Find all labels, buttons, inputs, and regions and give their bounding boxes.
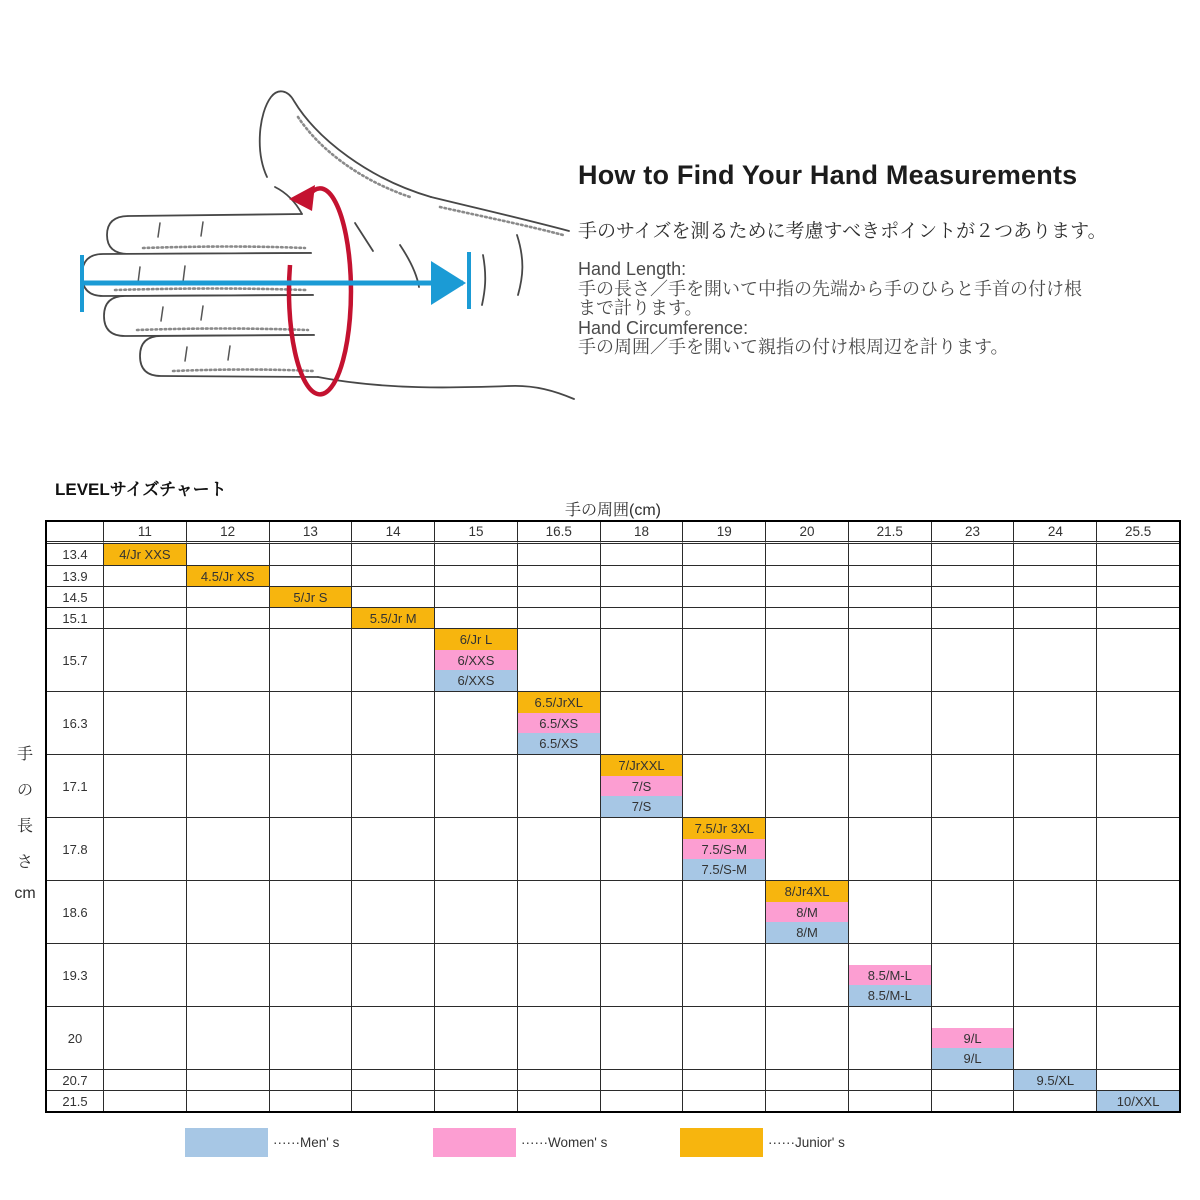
table-cell <box>682 586 765 607</box>
size-cell-men: 10/XXL <box>1097 1091 1179 1111</box>
table-cell <box>600 1006 683 1069</box>
row-header: 15.1 <box>47 607 103 628</box>
table-cell <box>269 943 352 1006</box>
table-cell <box>103 880 186 943</box>
size-cell-stack <box>766 881 848 943</box>
row-header: 18.6 <box>47 880 103 943</box>
table-cell <box>103 817 186 880</box>
table-cell <box>765 817 848 880</box>
size-cell-men: 6.5/XS <box>518 733 600 754</box>
table-cell <box>682 607 765 628</box>
table-cell <box>848 1090 931 1111</box>
table-cell <box>682 628 765 691</box>
row-header: 14.5 <box>47 586 103 607</box>
table-cell <box>600 817 683 880</box>
table-cell <box>517 565 600 586</box>
row-header: 13.4 <box>62 547 88 562</box>
size-cell-women: 6/XXS <box>435 650 517 671</box>
size-cell-men: 8.5/M-L <box>849 985 931 1006</box>
table-cell <box>103 565 186 586</box>
size-cell-stack <box>683 818 765 880</box>
measure-instructions <box>578 260 1158 358</box>
table-cell <box>103 586 186 607</box>
hand-length-label: Hand Length: <box>578 259 687 279</box>
size-cell-junior: 8/Jr4XL <box>766 881 848 902</box>
row-header: 20 <box>47 1006 103 1069</box>
y-axis-char: の <box>16 782 33 799</box>
row-header: 17.1 <box>47 754 103 817</box>
table-cell <box>517 607 600 628</box>
intro-text: 手のサイズを測るために考慮すべきポイントが２つあります。 <box>578 221 1107 242</box>
size-cell-women: 8/M <box>766 902 848 923</box>
table-cell <box>517 628 600 691</box>
table-cell <box>765 586 848 607</box>
table-cell <box>1013 691 1096 754</box>
table-cell <box>517 754 600 817</box>
table-cell <box>600 880 683 943</box>
table-cell <box>600 544 683 565</box>
table-cell <box>269 1006 352 1069</box>
y-axis-label <box>6 741 44 903</box>
table-cell <box>1013 607 1096 628</box>
table-cell <box>517 691 600 754</box>
size-cell-junior: 5/Jr S <box>270 587 352 607</box>
col-header: 11 <box>103 522 186 544</box>
table-cell <box>517 544 600 565</box>
col-header: 16.5 <box>517 522 600 544</box>
table-cell <box>848 1006 931 1069</box>
table-cell <box>434 1006 517 1069</box>
table-cell <box>1013 880 1096 943</box>
table-cell <box>682 1006 765 1069</box>
y-axis-char: さ <box>16 854 33 871</box>
table-cell <box>186 544 269 565</box>
table-cell <box>517 943 600 1006</box>
table-cell <box>269 544 352 565</box>
row-header: 16.3 <box>47 691 103 754</box>
table-cell <box>931 565 1014 586</box>
col-header: 12 <box>186 522 269 544</box>
table-cell <box>931 586 1014 607</box>
table-cell <box>848 565 931 586</box>
size-cell-junior: 5.5/Jr M <box>352 608 434 628</box>
table-cell <box>682 565 765 586</box>
table-cell <box>434 1069 517 1090</box>
size-cell-junior: 6.5/JrXL <box>518 692 600 713</box>
table-cell <box>269 586 352 607</box>
size-cell-women: 7.5/S-M <box>683 839 765 860</box>
size-cell-stack <box>849 944 931 1006</box>
size-cell-men: 9.5/XL <box>1014 1070 1096 1090</box>
table-cell <box>848 586 931 607</box>
table-cell <box>1096 880 1179 943</box>
table-cell <box>103 754 186 817</box>
table-cell <box>186 880 269 943</box>
table-cell <box>434 607 517 628</box>
hand-measurement-illustration <box>55 55 575 445</box>
legend-label: ······Men' s <box>273 1135 340 1150</box>
table-cell <box>434 628 517 691</box>
table-cell <box>600 628 683 691</box>
table-cell <box>1013 628 1096 691</box>
table-cell <box>1013 1090 1096 1111</box>
table-cell <box>765 1069 848 1090</box>
table-cell <box>931 1069 1014 1090</box>
size-cell-stack <box>1097 1091 1179 1111</box>
size-cell-stack <box>104 544 186 565</box>
size-cell-empty <box>932 1007 1014 1028</box>
table-cell <box>434 943 517 1006</box>
table-cell <box>1013 544 1096 565</box>
table-cell <box>351 880 434 943</box>
table-cell <box>434 544 517 565</box>
size-cell-stack <box>932 1007 1014 1069</box>
table-cell <box>931 754 1014 817</box>
table-cell <box>186 565 269 586</box>
table-cell <box>931 544 1014 565</box>
table-cell <box>682 817 765 880</box>
legend-item-junior <box>680 1128 845 1157</box>
table-cell <box>931 691 1014 754</box>
table-cell <box>682 691 765 754</box>
table-cell <box>517 1069 600 1090</box>
table-cell <box>1013 586 1096 607</box>
row-header: 17.8 <box>47 817 103 880</box>
row-header: 19.3 <box>47 943 103 1006</box>
table-cell <box>765 544 848 565</box>
table-cell <box>186 1069 269 1090</box>
table-cell <box>1096 817 1179 880</box>
page-title: How to Find Your Hand Measurements <box>578 160 1078 190</box>
col-header: 14 <box>351 522 434 544</box>
table-cell <box>434 754 517 817</box>
table-cell <box>517 880 600 943</box>
legend <box>0 1128 1200 1160</box>
table-cell <box>186 943 269 1006</box>
table-cell <box>103 607 186 628</box>
legend-label: ······Women' s <box>521 1135 608 1150</box>
table-cell <box>765 943 848 1006</box>
table-cell <box>765 880 848 943</box>
row-header: 20.7 <box>47 1069 103 1090</box>
col-header: 19 <box>682 522 765 544</box>
table-cell <box>351 691 434 754</box>
row-header: 21.5 <box>47 1090 103 1111</box>
table-cell <box>848 628 931 691</box>
table-cell <box>351 754 434 817</box>
table-cell <box>1096 943 1179 1006</box>
table-cell <box>848 607 931 628</box>
size-cell-men: 7/S <box>601 796 683 817</box>
table-cell <box>765 565 848 586</box>
legend-swatch-junior <box>680 1128 763 1157</box>
table-cell <box>1096 565 1179 586</box>
table-cell <box>351 817 434 880</box>
legend-swatch-women <box>433 1128 516 1157</box>
table-cell <box>269 565 352 586</box>
table-cell <box>682 1090 765 1111</box>
size-cell-stack <box>187 566 269 586</box>
table-cell <box>848 943 931 1006</box>
table-cell <box>351 628 434 691</box>
table-cell <box>765 1090 848 1111</box>
size-cell-empty <box>849 944 931 965</box>
table-cell <box>103 943 186 1006</box>
y-axis-char: 手 <box>16 746 33 763</box>
table-cell <box>682 880 765 943</box>
instructions-block <box>578 160 1158 358</box>
legend-item-women <box>433 1128 607 1157</box>
table-cell <box>351 1069 434 1090</box>
table-cell <box>1096 1069 1179 1090</box>
table-cell <box>351 1090 434 1111</box>
table-cell <box>434 817 517 880</box>
table-cell <box>351 607 434 628</box>
table-cell <box>434 1090 517 1111</box>
table-cell <box>1096 607 1179 628</box>
table-cell <box>186 754 269 817</box>
hand-circumference-label: Hand Circumference: <box>578 317 749 338</box>
size-cell-stack <box>518 692 600 754</box>
table-cell <box>848 817 931 880</box>
x-axis-label: 手の周囲(cm) <box>565 502 661 519</box>
col-header: 18 <box>600 522 683 544</box>
table-cell <box>269 607 352 628</box>
table-cell <box>682 754 765 817</box>
size-cell-stack <box>1014 1070 1096 1090</box>
table-cell <box>186 586 269 607</box>
size-chart-table <box>45 520 1181 1113</box>
table-cell <box>351 943 434 1006</box>
table-cell <box>931 880 1014 943</box>
table-cell <box>1096 1090 1179 1111</box>
table-cell <box>931 607 1014 628</box>
table-cell <box>765 691 848 754</box>
size-cell-women: 9/L <box>932 1028 1014 1049</box>
hand-outline <box>82 91 574 399</box>
table-cell <box>351 544 434 565</box>
col-header: 24 <box>1013 522 1096 544</box>
table-cell <box>269 817 352 880</box>
legend-item-men <box>185 1128 339 1157</box>
table-cell <box>848 544 931 565</box>
table-cell <box>434 586 517 607</box>
table-cell <box>434 691 517 754</box>
table-cell <box>848 754 931 817</box>
size-cell-men: 7.5/S-M <box>683 859 765 880</box>
size-cell-men: 6/XXS <box>435 670 517 691</box>
size-cell-junior: 4/Jr XXS <box>104 544 186 565</box>
hand-length-line2: まで計ります。 <box>578 298 703 318</box>
table-cell <box>1013 943 1096 1006</box>
table-cell <box>103 691 186 754</box>
col-header: 13 <box>269 522 352 544</box>
table-cell <box>517 1006 600 1069</box>
table-cell <box>269 1090 352 1111</box>
row-header: 13.9 <box>47 565 103 586</box>
table-cell <box>1096 628 1179 691</box>
table-cell <box>1096 754 1179 817</box>
table-cell <box>351 1006 434 1069</box>
col-header: 21.5 <box>848 522 931 544</box>
table-cell <box>848 1069 931 1090</box>
table-cell <box>186 691 269 754</box>
table-corner-cell <box>47 522 103 544</box>
table-cell <box>186 1090 269 1111</box>
table-cell <box>1013 817 1096 880</box>
table-cell <box>600 1069 683 1090</box>
col-header: 20 <box>765 522 848 544</box>
chart-title: LEVELサイズチャート <box>55 480 227 499</box>
table-cell <box>434 565 517 586</box>
table-cell <box>269 1069 352 1090</box>
table-cell <box>1013 1069 1096 1090</box>
table-cell <box>1096 544 1179 565</box>
table-cell <box>765 607 848 628</box>
table-cell <box>269 880 352 943</box>
size-cell-women: 7/S <box>601 776 683 797</box>
table-cell <box>186 817 269 880</box>
legend-label: ······Junior' s <box>768 1135 845 1150</box>
size-cell-stack <box>435 629 517 691</box>
table-cell <box>682 1069 765 1090</box>
table-cell <box>269 628 352 691</box>
table-cell <box>186 628 269 691</box>
size-cell-junior: 6/Jr L <box>435 629 517 650</box>
hand-length-line1: 手の長さ／手を開いて中指の先端から手のひらと手首の付け根 <box>578 278 1082 299</box>
table-cell <box>931 1006 1014 1069</box>
table-cell <box>600 565 683 586</box>
table-cell <box>765 628 848 691</box>
size-cell-women: 6.5/XS <box>518 713 600 734</box>
table-cell <box>517 1090 600 1111</box>
table-cell <box>1096 691 1179 754</box>
col-header: 15 <box>434 522 517 544</box>
table-cell <box>434 880 517 943</box>
hand-circumference-line: 手の周囲／手を開いて親指の付け根周辺を計ります。 <box>578 337 1009 357</box>
table-cell <box>103 544 186 565</box>
table-cell <box>931 943 1014 1006</box>
table-cell <box>103 628 186 691</box>
table-cell <box>186 1006 269 1069</box>
table-cell <box>1013 754 1096 817</box>
table-cell <box>765 1006 848 1069</box>
table-cell <box>1096 1006 1179 1069</box>
table-cell <box>600 1090 683 1111</box>
table-cell <box>351 586 434 607</box>
y-axis-char: 長 <box>16 818 33 835</box>
size-cell-junior: 4.5/Jr XS <box>187 566 269 586</box>
table-cell <box>931 1090 1014 1111</box>
table-cell <box>186 607 269 628</box>
size-cell-stack <box>352 608 434 628</box>
size-cell-junior: 7.5/Jr 3XL <box>683 818 765 839</box>
table-cell <box>351 565 434 586</box>
table-cell <box>848 880 931 943</box>
table-cell <box>600 586 683 607</box>
size-cell-stack <box>270 587 352 607</box>
table-cell <box>1096 586 1179 607</box>
size-cell-stack <box>601 755 683 817</box>
size-cell-women: 8.5/M-L <box>849 965 931 986</box>
table-cell <box>269 754 352 817</box>
table-cell <box>600 607 683 628</box>
table-cell <box>931 628 1014 691</box>
size-cell-men: 8/M <box>766 922 848 943</box>
table-cell <box>765 754 848 817</box>
table-cell <box>103 1006 186 1069</box>
col-header: 25.5 <box>1096 522 1179 544</box>
table-cell <box>517 817 600 880</box>
table-cell <box>1013 565 1096 586</box>
col-header: 23 <box>931 522 1014 544</box>
table-cell <box>600 943 683 1006</box>
table-cell <box>517 586 600 607</box>
table-cell <box>103 1069 186 1090</box>
table-cell <box>1013 1006 1096 1069</box>
table-cell <box>848 691 931 754</box>
table-cell <box>931 817 1014 880</box>
size-cell-junior: 7/JrXXL <box>601 755 683 776</box>
table-cell <box>600 754 683 817</box>
table-cell <box>682 544 765 565</box>
table-cell <box>269 691 352 754</box>
table-cell <box>682 943 765 1006</box>
size-cell-men: 9/L <box>932 1048 1014 1069</box>
y-axis-char: cm <box>14 885 36 902</box>
legend-swatch-men <box>185 1128 268 1157</box>
row-header: 15.7 <box>47 628 103 691</box>
table-cell <box>600 691 683 754</box>
table-cell <box>103 1090 186 1111</box>
